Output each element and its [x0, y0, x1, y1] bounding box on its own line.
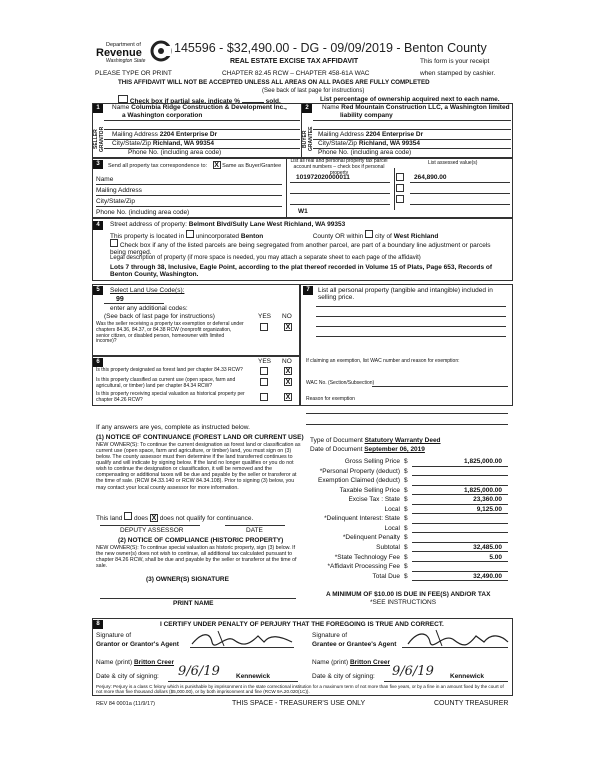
section-8-number: 8: [93, 620, 103, 629]
wac-number-label: WAC No. (Section/Subsection): [306, 380, 375, 386]
tax-row-label: Local: [384, 524, 400, 532]
see-back-instructions: (See back of last page for instructions): [104, 313, 215, 320]
tax-row-underline: [412, 523, 508, 524]
certify-statement: I CERTIFY UNDER PENALTY OF PERJURY THAT THE FOREGOING IS TRUE AND CORRECT.: [160, 621, 444, 628]
s6-no-header: NO: [282, 358, 292, 365]
dor-logo-text-2: Revenue: [96, 47, 142, 59]
section-5-number: 5: [93, 286, 103, 295]
seller-side-label: SELLER GRANTOR: [93, 126, 105, 152]
s5-yes-header: YES: [258, 313, 272, 320]
street-label: Street address of property:: [110, 221, 187, 228]
tax-row-underline: [412, 513, 508, 514]
doc-type-row: [310, 437, 441, 444]
send-correspondence-label: Send all property tax correspondence to:: [108, 163, 208, 169]
buyer-mail-label: Mailing Address: [318, 131, 364, 138]
warning-text: THIS AFFIDAVIT WILL NOT BE ACCEPTED UNLESS ALL AREAS ON ALL PAGES ARE FULLY COMPLETED: [118, 79, 430, 86]
buyer-name: Red Mountain Construction LLC, a Washington limited: [341, 104, 510, 111]
tax-row-underline: [412, 466, 508, 467]
forest-land-question: Is this property designated as forest land per chapter 84.33 RCW?: [96, 367, 243, 373]
print-name-label: PRINT NAME: [173, 600, 214, 607]
buyer-phone-label: Phone No. (including area code): [318, 149, 412, 156]
notice-continuance-body: NEW OWNER(S): To continue the current designation as forest land or classification as current use (open space, farm and agriculture, or timber) land, you must sign on (3) below. The county assessor must then determine if the land transferred continues to qualify and will indicate by signing below. If the land no longer qualifies or you do not wish to continue the designation or classification, it will be removed and the compensating or additional taxes will be due and payable by the seller or transferor at the time of sale. (RCW 84.33.140 or RCW 84.34.108). Prior to signing (3) below, you may contact your local county assessor for more information.: [96, 442, 301, 491]
grantor-name-row: [96, 659, 174, 666]
minimum-due-note: A MINIMUM OF $10.00 IS DUE IN FEE(S) AND/OR TAX: [326, 591, 491, 598]
s3-phone-label: Phone No. (including area code): [96, 209, 190, 216]
personal-property-checkbox-1[interactable]: [396, 173, 404, 181]
deputy-assessor-label: DEPUTY ASSESSOR: [120, 527, 184, 534]
county-name: Benton: [240, 233, 264, 240]
does-label: does: [134, 515, 149, 522]
grantee-date-label: Date & city of signing:: [312, 673, 375, 680]
grantor-agent-label: Grantor or Grantor's Agent: [96, 641, 179, 648]
tax-row-label: *Affidavit Processing Fee: [327, 563, 400, 571]
land-does-not-checkbox[interactable]: X: [151, 515, 157, 522]
exemption-yes-checkbox[interactable]: [260, 323, 268, 331]
tax-row-label: *State Technology Fee: [334, 553, 400, 561]
claiming-exemption-label: If claiming an exemption, list WAC number and reason for exemption:: [306, 358, 460, 364]
tax-row-underline: [412, 571, 508, 572]
s6-yes-header: YES: [258, 358, 272, 365]
grantor-name-label: Name (print): [96, 659, 133, 666]
treasurer-only: THIS SPACE - TREASURER'S USE ONLY: [232, 700, 366, 707]
tax-row-dollar: $: [404, 572, 408, 580]
tax-row-dollar: $: [404, 515, 408, 523]
section-4-number: 4: [93, 221, 103, 230]
tax-row-dollar: $: [404, 477, 408, 485]
qualify-label: qualify for continuance.: [186, 515, 254, 522]
tax-row-underline: [412, 532, 508, 533]
s3-name-label: Name: [96, 176, 114, 183]
type-or-print: PLEASE TYPE OR PRINT: [95, 70, 172, 77]
seller-mail-row: [112, 131, 217, 138]
chapter-ref: CHAPTER 82.45 RCW – CHAPTER 458-61A WAC: [222, 70, 370, 77]
recording-stamp: 145596 - $32,490.00 - DG - 09/09/2019 - Benton County: [174, 41, 487, 55]
seller-city-label: City/State/Zip: [112, 140, 152, 147]
grantee-date: 9/6/19: [392, 664, 434, 679]
legal-desc-label: Legal description of property (if more space is needed, you may attach a separate sheet to each page of the affidavit): [110, 255, 421, 261]
assessed-value: 264,890.00: [414, 174, 447, 181]
w1-code: W1: [298, 208, 308, 215]
city-name: West Richland: [393, 233, 439, 240]
tax-row-label: Excise Tax : State: [348, 496, 400, 504]
exemption-no-checkbox[interactable]: X: [285, 324, 291, 331]
doc-date-row: [310, 446, 425, 453]
tax-row-dollar: $: [404, 486, 408, 494]
grantee-city: Kennewick: [450, 673, 484, 680]
tax-row-value: 32,490.00: [473, 572, 502, 580]
city-checkbox[interactable]: [365, 230, 373, 238]
unincorporated-label: unincorporated: [195, 233, 240, 240]
seller-city: Richland, WA 99354: [152, 140, 214, 147]
tax-row-dollar: $: [404, 458, 408, 465]
seller-mail: 2204 Enterprise Dr: [159, 131, 218, 138]
buyer-name-label: Name: [322, 104, 340, 111]
buyer-city: Richland, WA 99354: [358, 140, 420, 147]
tax-row-label: Taxable Selling Price: [339, 486, 400, 494]
receipt-note: This form is your receipt: [420, 58, 490, 65]
street-row: [110, 221, 345, 228]
grantor-city: Kennewick: [236, 673, 270, 680]
see-instructions-note: *SEE INSTRUCTIONS: [370, 599, 437, 606]
grantor-sig-label: Signature of: [96, 632, 132, 639]
notice-compliance-title: (2) NOTICE OF COMPLIANCE (HISTORIC PROPERTY): [118, 537, 284, 544]
section-7-box: [300, 284, 513, 406]
tax-row-underline: [412, 485, 508, 486]
buyer-name-2: liability company: [340, 112, 393, 119]
tax-row-underline: [412, 475, 508, 476]
additional-codes-label: enter any additional codes:: [110, 305, 188, 312]
personal-property-checkbox-3[interactable]: [396, 195, 404, 203]
same-as-buyer-label: Same as Buyer/Grantee: [222, 163, 282, 169]
buyer-city-label: City/State/Zip: [318, 140, 358, 147]
s3-mail-label: Mailing Address: [96, 187, 142, 194]
dor-logo-icon: [150, 40, 172, 62]
seller-name-row: [112, 104, 298, 111]
tax-row-value: 9,125.00: [476, 505, 502, 513]
section-7-number: 7: [303, 286, 313, 295]
doc-type-label: Type of Document: [310, 437, 363, 444]
this-land-label: This land: [96, 515, 123, 522]
partial-sale-sold: sold.: [265, 98, 281, 105]
grantee-signature: [404, 626, 512, 650]
tax-row-label: *Delinquent Penalty: [342, 534, 400, 542]
buyer-mail-row: [318, 131, 423, 138]
tax-row-label: Total Due: [372, 572, 400, 580]
tax-row-value: 32,485.00: [473, 543, 502, 551]
located-label: This property is located in: [110, 233, 185, 240]
dor-logo: [92, 42, 152, 70]
grantee-name-row: [312, 659, 390, 666]
tax-row-label: Exemption Claimed (deduct): [317, 477, 400, 485]
tax-row-dollar: $: [404, 524, 408, 532]
seller-phone-label: Phone No. (including area code): [128, 149, 222, 156]
section-3-number: 3: [93, 160, 103, 169]
notice-continuance-title: (1) NOTICE OF CONTINUANCE (FOREST LAND OR CURRENT USE): [96, 434, 304, 441]
city-of-label: city of: [374, 233, 392, 240]
forest-no-checkbox[interactable]: X: [285, 368, 291, 375]
buyer-side-label: BUYER GRANTEE: [302, 126, 314, 152]
current-use-yes-checkbox[interactable]: [260, 378, 268, 386]
segregated-checkbox[interactable]: [110, 239, 118, 247]
same-as-buyer-checkbox[interactable]: X: [214, 162, 219, 169]
form-revision: REV 84 0001a (11/9/17): [96, 701, 155, 707]
tax-row-underline: [412, 580, 508, 581]
segregated-label: Check box if any of the listed parcels are being segregated from another parcel, are part of a boundary line adjustment or parcels being merged.: [110, 242, 491, 257]
grantee-name-label: Name (print): [312, 659, 349, 666]
tax-row-underline: [412, 504, 508, 505]
perjury-notice: Perjury: Perjury is a class C felony which is punishable by imprisonment in the state correctional institution for a maximum term of not more than five years, or by a fine in an amount fixed by the court of not more than five thousand dollars ($5,000.00), or by both imprisonment and fine (RCW 9A.20.020(1C)).: [96, 684, 504, 695]
current-use-question: Is this property classified as current use (open space, farm and agricultural, or timber) land per chapter 84.34 RCW?: [96, 377, 236, 389]
see-back-note: (See back of last page for instructions): [262, 88, 365, 94]
section-1-number: 1: [93, 104, 103, 113]
current-use-no-checkbox[interactable]: X: [285, 379, 291, 386]
form-title: REAL ESTATE EXCISE TAX AFFIDAVIT: [230, 58, 359, 65]
grantee-sig-label: Signature of: [312, 632, 348, 639]
tax-row-value: 23,360.00: [473, 496, 502, 504]
county-or-label: County OR within: [312, 233, 364, 240]
street-address: Belmont Blvd/Sully Lane West Richland, WA 99353: [188, 221, 346, 228]
date-label: DATE: [246, 527, 263, 534]
doc-date: September 06, 2019: [364, 446, 425, 453]
seller-name-label: Name: [112, 104, 130, 111]
parcel-number: 101972020000011: [296, 174, 350, 181]
section-2-number: 2: [302, 104, 312, 113]
buyer-name-row: [322, 104, 510, 111]
section-6-number: 6: [93, 358, 103, 367]
assessed-header: List assessed value(s): [428, 160, 478, 166]
ownership-note: List percentage of ownership acquired next to each name.: [320, 96, 500, 103]
doc-type: Statutory Warranty Deed: [364, 437, 441, 444]
land-does-checkbox[interactable]: [124, 512, 132, 520]
legal-description: Lots 7 through 38, Inclusive, Eagle Point, according to the plat thereof recorded in Volume 15 of Plats, Page 653, Records of Benton County, Washington.: [110, 264, 493, 279]
tax-row-underline: [412, 494, 508, 495]
s3-city-label: City/State/Zip: [96, 198, 136, 205]
tax-row-value: 1,825,000.00: [464, 486, 502, 494]
tax-row-label: Gross Selling Price: [344, 458, 400, 465]
grantor-date-label: Date & city of signing:: [96, 673, 159, 680]
notice-compliance-body: NEW OWNER(S): To continue special valuation as historic property, sign (3) below. If the new owner(s) does not wish to continue, all additional tax calculated pursuant to chapter 84.26 RCW, shall be due and payable by the seller or transferor at the time of sale.: [96, 545, 297, 570]
grantor-signature: [188, 628, 298, 650]
seller-mail-label: Mailing Address: [112, 131, 158, 138]
grantee-name: Britton Creer: [349, 659, 391, 666]
send-correspondence-row: [108, 161, 281, 169]
historic-question: Is this property receiving special valuation as historical property per chapter 84.26 RCW?: [96, 391, 245, 403]
personal-property-checkbox-2[interactable]: [396, 184, 404, 192]
buyer-city-row: [318, 140, 420, 147]
tax-row-dollar: $: [404, 534, 408, 542]
forest-yes-checkbox[interactable]: [260, 367, 268, 375]
tax-row-dollar: $: [404, 563, 408, 571]
reason-exemption-label: Reason for exemption: [306, 396, 355, 402]
tax-row-dollar: $: [404, 467, 408, 475]
grantee-agent-label: Grantee or Grantee's Agent: [312, 641, 397, 648]
seller-city-row: [112, 140, 214, 147]
dor-logo-text-1: Department of: [106, 42, 141, 48]
exemption-question: Was the seller receiving a property tax exemption or deferral under chapters 84.36, 84.37, or 84.38 RCW (nonprofit organization, senior citizen, or disabled person, homeowner with limited income)?: [96, 321, 244, 345]
personal-property-label: List all personal property (tangible and intangible) included in selling price.: [318, 287, 493, 302]
unincorporated-checkbox[interactable]: [186, 230, 194, 238]
tax-row-underline: [412, 542, 508, 543]
dor-logo-text-3: Washington State: [106, 58, 146, 64]
grantor-date: 9/6/19: [178, 664, 220, 679]
buyer-mail: 2204 Enterprise Dr: [365, 131, 424, 138]
tax-row-label: *Delinquent Interest: State: [324, 515, 400, 523]
owner-signature-label: (3) OWNER(S) SIGNATURE: [146, 576, 229, 583]
s5-no-header: NO: [282, 313, 292, 320]
parcel-header: List all real and personal property tax parcel account numbers – check box if personal property: [290, 158, 388, 176]
tax-row-label: Local: [384, 505, 400, 513]
tax-row-dollar: $: [404, 553, 408, 561]
tax-row-underline: [412, 561, 508, 562]
cashier-note: when stamped by cashier.: [420, 70, 496, 77]
partial-sale-checkbox[interactable]: [118, 95, 128, 103]
tax-row-underline: [412, 551, 508, 552]
doc-date-label: Date of Document: [310, 446, 363, 453]
tax-row-dollar: $: [404, 505, 408, 513]
historic-yes-checkbox[interactable]: [260, 393, 268, 401]
partial-sale-label: Check box if partial sale, indicate %: [129, 98, 240, 105]
historic-no-checkbox[interactable]: X: [285, 394, 291, 401]
tax-row-value: 5.00: [489, 553, 502, 561]
select-land-use-label: Select Land Use Code(s):: [110, 287, 185, 294]
continuance-row: [96, 512, 253, 522]
land-use-code: 99: [116, 296, 124, 303]
county-treasurer: COUNTY TREASURER: [434, 700, 509, 707]
tax-row-label: *Personal Property (deduct): [319, 467, 400, 475]
seller-name-2: a Washington corporation: [122, 112, 203, 119]
tax-row-dollar: $: [404, 496, 408, 504]
does-not-label: does not: [159, 515, 185, 522]
tax-row-label: Subtotal: [376, 543, 400, 551]
if-yes-note: If any answers are yes, complete as instructed below.: [96, 424, 250, 431]
tax-row-dollar: $: [404, 543, 408, 551]
seller-name: Columbia Ridge Construction & Development Inc.,: [131, 104, 287, 111]
grantor-name: Britton Creer: [133, 659, 175, 666]
tax-row-value: 1,825,000.00: [464, 458, 502, 465]
